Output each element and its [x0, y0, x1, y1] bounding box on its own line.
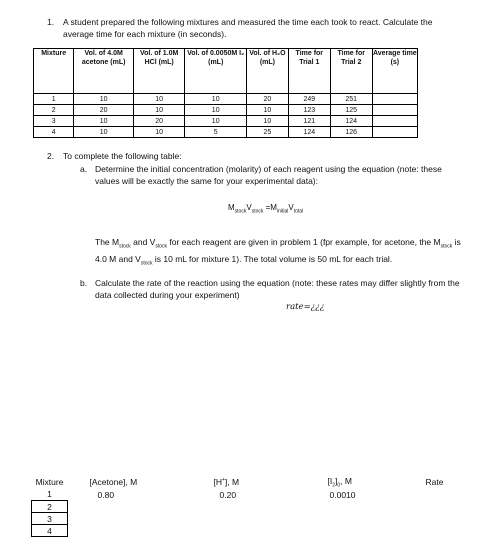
cell-iodine[interactable] [314, 513, 418, 525]
table-row [34, 94, 418, 105]
mixtures-table [33, 48, 418, 138]
note-sub-2: stock [155, 243, 168, 250]
header-mixture: Mixture [34, 49, 74, 94]
table-row [32, 489, 451, 501]
q2b-text: Calculate the rate of the reaction using the equation (note: these rates may differ slightly from the data collected during your experiment) [95, 278, 460, 300]
header-trial-1: Time for Trial 1 [288, 49, 330, 94]
cell-mixture: 3 [32, 513, 68, 525]
cell-vol-acetone: 10 [74, 127, 134, 138]
cell-trial-2: 125 [330, 105, 372, 116]
cell-trial-2: 124 [330, 116, 372, 127]
table-row [32, 525, 451, 537]
q1-number: 1. [47, 17, 55, 27]
q2-number: 2. [47, 151, 55, 161]
note-part-2: and V [130, 237, 156, 247]
cell-average-time[interactable] [372, 94, 417, 105]
header-vol-iodine: Vol. of 0.0050M I₂ (mL) [185, 49, 247, 94]
cell-h-plus[interactable] [182, 525, 314, 537]
note-sub-3: stock [440, 243, 453, 250]
note-part-5: is 10 mL for mixture 1). The total volume is 50 mL for each trial. [152, 253, 393, 264]
eq-sub-total: total [293, 208, 304, 215]
cell-vol-water: 25 [246, 127, 288, 138]
cell-h-plus[interactable] [182, 501, 314, 513]
cell-vol-acetone: 10 [74, 94, 134, 105]
mixtures-table-header-row [34, 49, 418, 94]
cell-acetone[interactable] [68, 501, 182, 513]
cell-mixture: 2 [34, 105, 74, 116]
cell-trial-1: 249 [288, 94, 330, 105]
header-h-plus [182, 476, 314, 489]
cell-trial-1: 121 [288, 116, 330, 127]
dilution-equation [228, 203, 368, 215]
h-open: [H [213, 477, 222, 488]
cell-vol-acetone: 20 [74, 105, 134, 116]
cell-mixture: 1 [47, 489, 52, 500]
note-part-4: is 4.0 M and V [95, 237, 461, 264]
table-row [34, 127, 418, 138]
q2-text: To complete the following table: [63, 151, 182, 161]
cell-h-plus[interactable] [182, 513, 314, 525]
cell-trial-2: 126 [330, 127, 372, 138]
i2-open: [I [327, 476, 333, 486]
cell-rate[interactable] [418, 501, 451, 513]
header-acetone: [Acetone], M [89, 477, 138, 488]
table-row [32, 501, 451, 513]
note-part-1: The M [95, 237, 120, 247]
note-part-3: for each reagent are given in problem 1 (fpr example, for acetone, the M [167, 237, 441, 247]
header-mixture: Mixture [35, 477, 64, 488]
cell-mixture: 4 [32, 525, 68, 537]
header-vol-acetone: Vol. of 4.0M acetone (mL) [74, 49, 134, 94]
header-average-time: Average time (s) [372, 49, 417, 94]
cell-acetone[interactable] [68, 513, 182, 525]
cell-vol-hcl: 10 [133, 127, 184, 138]
note-sub-4: stock [140, 260, 153, 267]
cell-vol-hcl: 20 [133, 116, 184, 127]
q2a-note [95, 236, 465, 269]
table-row [34, 116, 418, 127]
cell-average-time[interactable] [372, 116, 417, 127]
q2a-marker: a. [80, 164, 88, 174]
cell-mixture: 1 [34, 94, 74, 105]
table-row [32, 513, 451, 525]
cell-iodine[interactable]: 0.0010 [329, 489, 356, 500]
eq-v2: V [288, 203, 294, 212]
cell-mixture: 3 [34, 116, 74, 127]
cell-vol-water: 10 [246, 116, 288, 127]
eq-equals: = [263, 203, 271, 212]
cell-vol-water: 20 [246, 94, 288, 105]
cell-mixture: 2 [32, 501, 68, 513]
concentration-table [31, 476, 451, 537]
cell-vol-iodine: 5 [185, 127, 247, 138]
q2b-marker: b. [80, 278, 88, 288]
concentration-table-header-row [32, 476, 451, 489]
cell-acetone[interactable]: 0.80 [97, 489, 115, 500]
cell-iodine[interactable] [314, 525, 418, 537]
cell-vol-acetone: 10 [74, 116, 134, 127]
q1-text: A student prepared the following mixtures and measured the time each took to react. Calculate the average time for each mixture (in seconds). [63, 17, 433, 39]
eq-v1: V [246, 203, 252, 212]
header-vol-water: Vol. of H₂O (mL) [246, 49, 288, 94]
h-sup: + [222, 477, 225, 484]
header-vol-hcl: Vol. of 1.0M HCl (mL) [133, 49, 184, 94]
cell-rate[interactable] [418, 525, 451, 537]
cell-trial-1: 123 [288, 105, 330, 116]
i2-sub: 2 [332, 482, 336, 489]
cell-average-time[interactable] [372, 105, 417, 116]
i2-sub-0: 0 [337, 482, 341, 489]
cell-acetone[interactable] [68, 525, 182, 537]
rate-equation: rate=¿¿¿ [286, 302, 325, 312]
cell-vol-iodine: 10 [185, 105, 247, 116]
eq-m1: M [228, 203, 235, 212]
cell-vol-water: 10 [246, 105, 288, 116]
i2-unit: , M [340, 476, 352, 486]
cell-iodine[interactable] [314, 501, 418, 513]
cell-vol-hcl: 10 [133, 94, 184, 105]
i2-close: ] [335, 476, 338, 486]
note-sub-1: stock [119, 243, 131, 250]
cell-mixture: 4 [34, 127, 74, 138]
cell-rate[interactable] [418, 513, 451, 525]
header-trial-2: Time for Trial 2 [330, 49, 372, 94]
h-close: ], M [224, 477, 240, 488]
cell-vol-hcl: 10 [133, 105, 184, 116]
cell-rate[interactable] [418, 489, 451, 501]
cell-average-time[interactable] [372, 127, 417, 138]
cell-trial-1: 124 [288, 127, 330, 138]
eq-sub-stock-2: stock [251, 208, 264, 215]
table-row [34, 105, 418, 116]
header-iodine [314, 476, 418, 489]
cell-h-plus[interactable]: 0.20 [219, 489, 237, 500]
eq-sub-stock-1: stock [234, 208, 247, 215]
cell-vol-iodine: 10 [185, 116, 247, 127]
header-rate: Rate [425, 477, 444, 488]
cell-vol-iodine: 10 [185, 94, 247, 105]
q2a-text: Determine the initial concentration (molarity) of each reagent using the equation (note: these values will be exactly the same for your experimental data): [95, 164, 442, 186]
eq-sub-initial: initial [276, 208, 289, 215]
cell-trial-2: 251 [330, 94, 372, 105]
eq-m2: M [270, 203, 277, 212]
